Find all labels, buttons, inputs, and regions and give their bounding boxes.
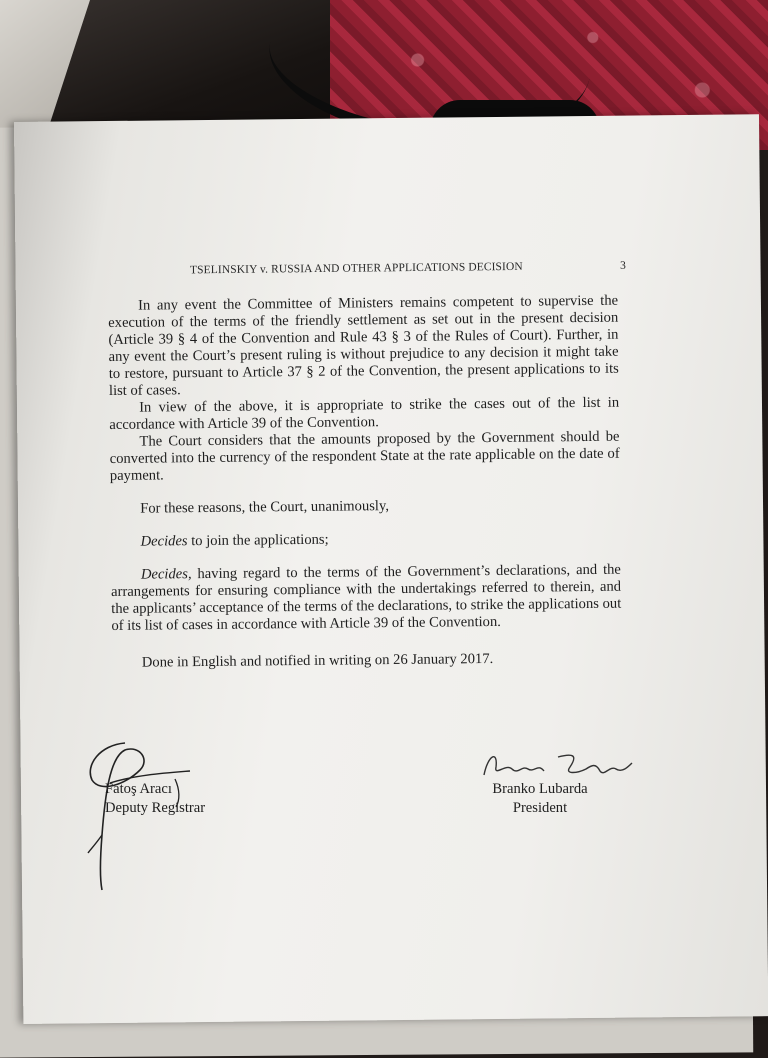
registrar-signature-block [105, 780, 275, 818]
paragraph-done: Done in English and notified in writing on 26 January 2017. [141, 650, 494, 671]
page-number: 3 [620, 259, 627, 272]
decides-join-text: to join the applications; [187, 531, 329, 550]
president-signature-block [470, 780, 610, 818]
paragraph-strike-out: In view of the above, it is appropriate to strike the cases out of the list in accordance with Article 39 of the Convention. [109, 394, 620, 433]
president-signature-scribble [478, 745, 638, 785]
registrar-title: Deputy Registrar [105, 800, 206, 816]
running-title: TSELINSKIY v. RUSSIA AND OTHER APPLICATIONS DECISION [189, 260, 523, 277]
paragraph-reasons: For these reasons, the Court, unanimously, [140, 498, 390, 517]
decides-join-emphasis: Decides [140, 533, 188, 550]
decision-body [108, 293, 622, 672]
paragraph-decides-strike [111, 562, 622, 635]
paragraph-currency: The Court considers that the amounts proposed by the Government should be converted into the currency of the respondent State at the rate applicable on the date of payment. [109, 428, 620, 484]
registrar-name: Fatoş Aracı [105, 781, 172, 797]
decides-strike-text: having regard to the terms of the Government’s declarations, and the arrangements for ensuring compliance with the undertakings referred to therein, and the applicants’ acceptance of the terms of the declarations, to strike the applications out of its list of cases in accordance with Article 39 of the Convention. [110, 561, 622, 634]
president-title: President [512, 800, 568, 816]
president-name: Branko Lubarda [492, 781, 588, 797]
decides-strike-emphasis: Decides, [140, 566, 192, 583]
paragraph-supervision: In any event the Committee of Ministers remains competent to supervise the execution of the terms of the friendly settlement as set out in the present decision (Article 39 § 4 of the Convention and Rule 43 § 3 of the Rules of Court). Further, in any event the Court’s present ruling is without prejudice to any decision it might take to restore, pursuant to Article 37 § 2 of the Convention, the present applications to its list of cases. [108, 292, 619, 399]
